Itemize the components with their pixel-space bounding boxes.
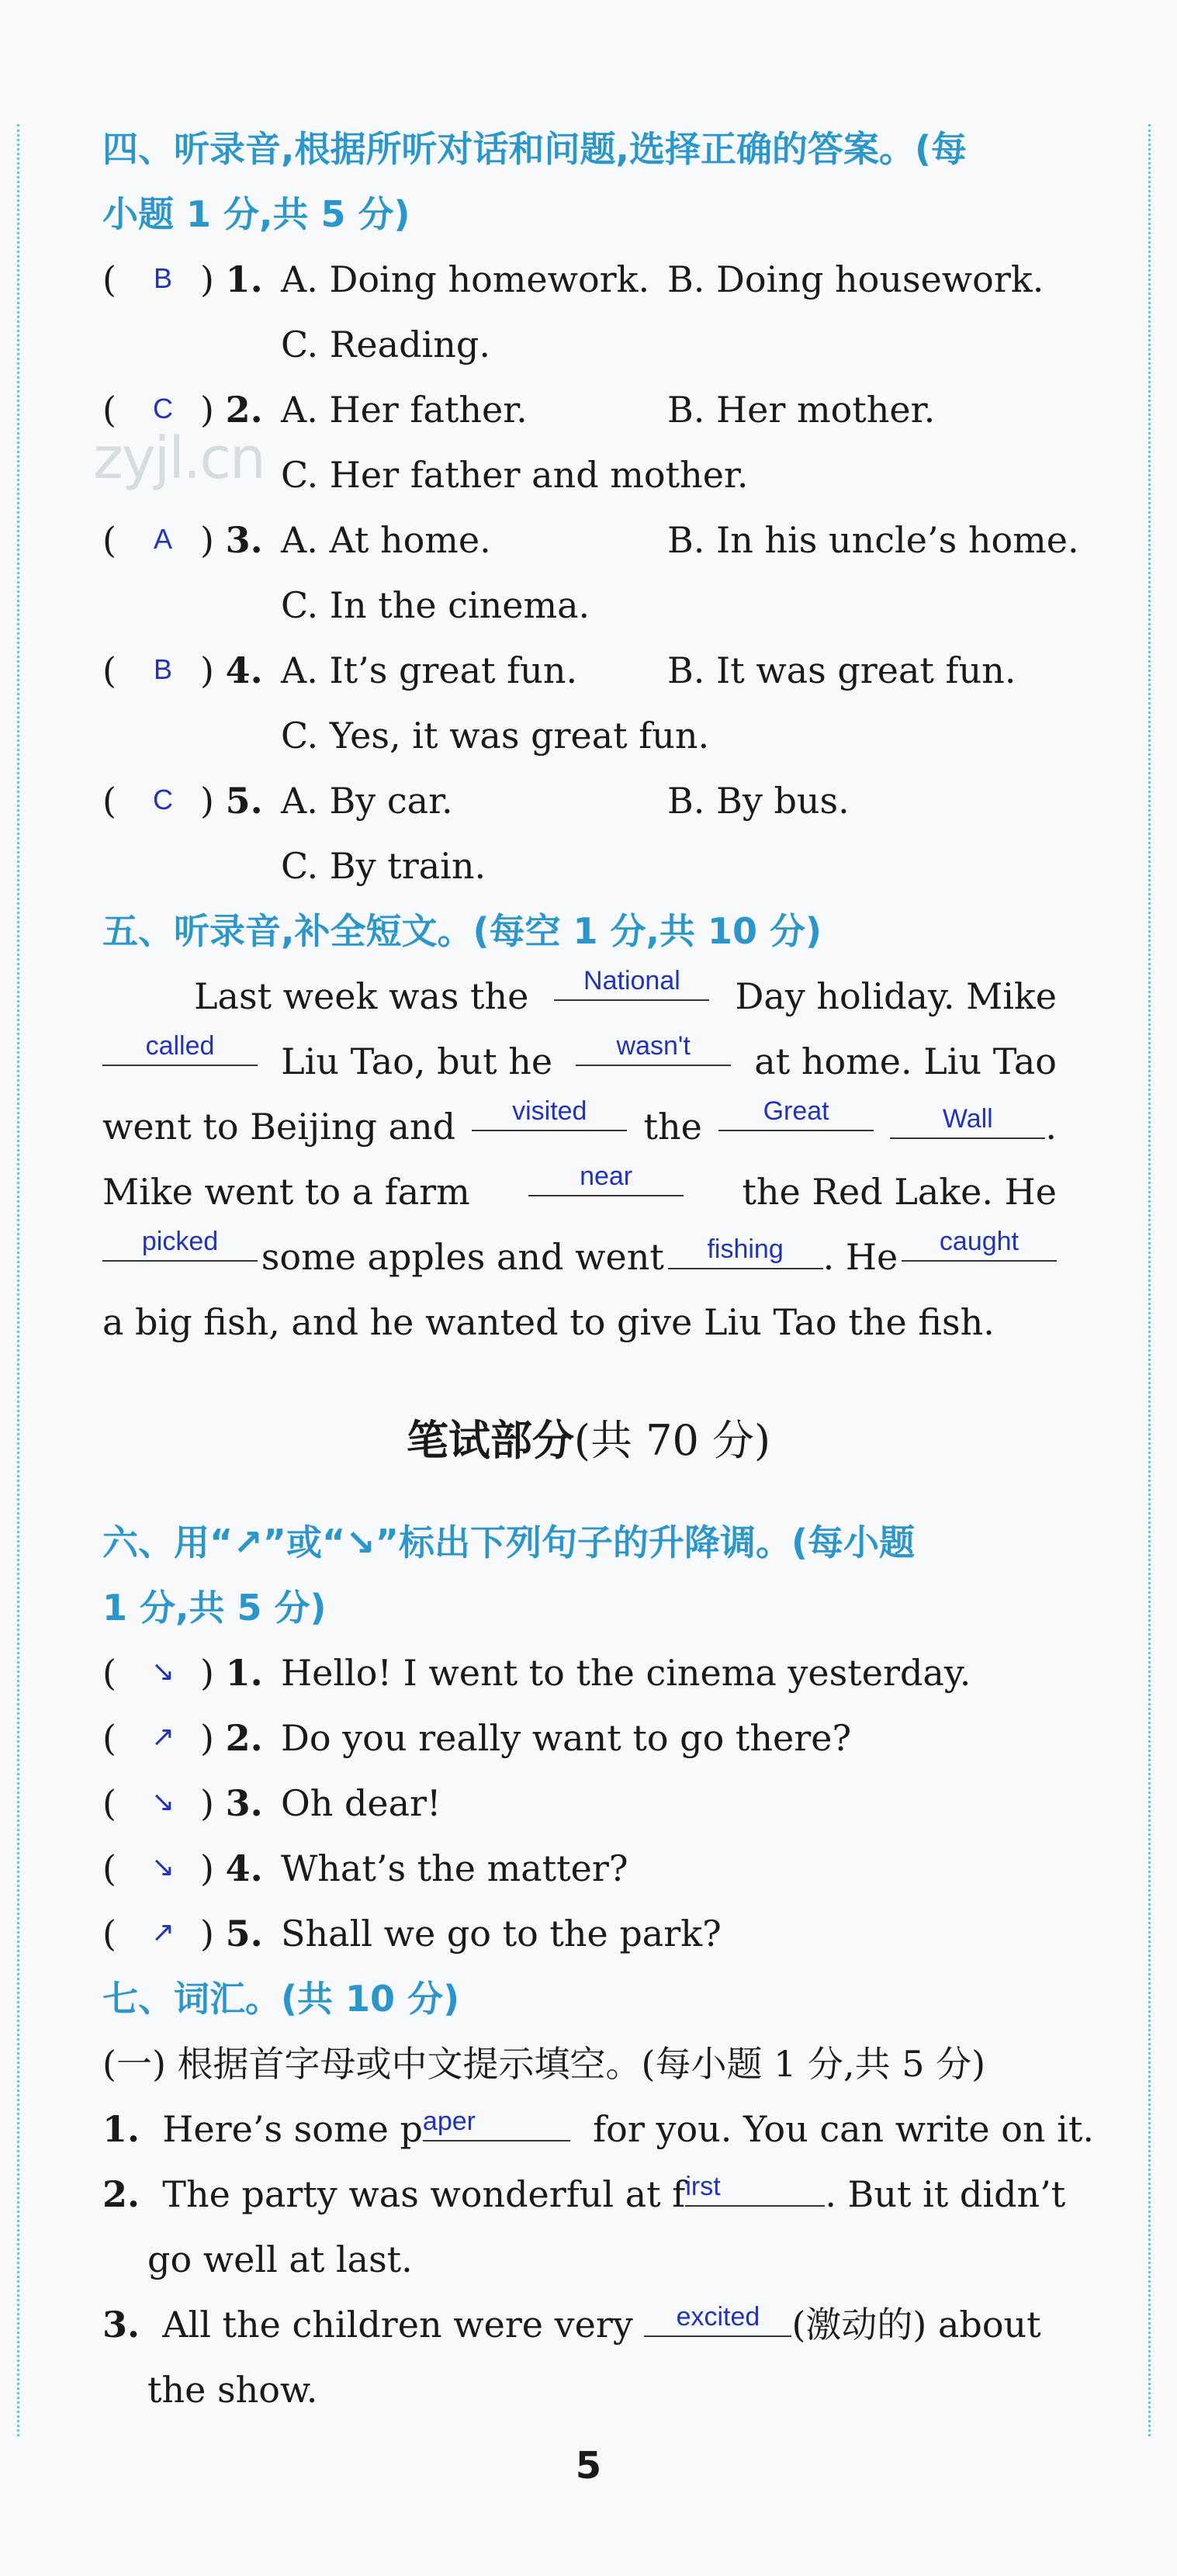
blank-4: visited [472,1094,627,1131]
section5-heading: 五、听录音,补全短文。(每空 1 分,共 10 分) [102,910,822,952]
vocab-blank-1: aper [423,2104,570,2141]
option-b: B. In his uncle’s home. [667,519,1079,561]
vocab-blank-2: irst [685,2169,825,2207]
section6-heading-line2: 1 分,共 5 分) [102,1587,327,1629]
answer-mark: B [153,653,172,685]
arrow-answer: ↗ [151,1721,175,1753]
passage-line-3: went to Beijing and visited the Great Wall . [102,1094,1057,1159]
passage-line-6: a big fish, and he wanted to give Liu Tao the fish. [102,1301,995,1343]
blank-1: National [554,964,709,1001]
blank-7: near [528,1159,684,1196]
option-a: A. At home. [281,519,491,561]
vocab-blank-3: excited [644,2300,791,2337]
blank-8: picked [102,1224,258,1262]
option-a: A. Her father. [281,389,528,431]
blank-5: Great [718,1094,874,1131]
answer-mark: C [153,393,173,424]
blank-2: called [102,1029,258,1066]
page-number: 5 [575,2444,602,2488]
option-c: C. Reading. [281,324,490,365]
answer-mark: A [153,523,172,555]
answer-mark: C [153,784,173,815]
option-c: C. Her father and mother. [281,454,749,496]
arrow-answer: ↗ [151,1916,175,1948]
vocab-q1: 1. Here’s some p aper for you. You can write on it. [102,2096,1094,2162]
passage-line-5: picked some apples and went fishing . He caught [102,1224,1057,1290]
section4-heading-line2: 小题 1 分,共 5 分) [102,193,410,235]
blank-9: fishing [668,1232,823,1269]
option-c: C. Yes, it was great fun. [281,715,710,757]
option-b: B. By bus. [667,780,850,822]
option-a: A. By car. [281,780,453,822]
section4-heading-line1: 四、听录音,根据所听对话和问题,选择正确的答案。(每 [102,128,967,170]
arrow-answer: ↘ [151,1786,175,1818]
option-b: B. Doing housework. [667,258,1044,300]
option-b: B. It was great fun. [667,649,1016,691]
option-a: A. It’s great fun. [281,649,578,691]
arrow-answer: ↘ [151,1656,175,1688]
section7-subheading: (一) 根据首字母或中文提示填空。(每小题 1 分,共 5 分) [102,2043,986,2085]
passage-line-2: called Liu Tao, but he wasn't at home. Liu Tao [102,1029,1057,1094]
option-c: C. In the cinema. [281,584,590,626]
option-a: A. Doing homework. [281,258,650,300]
watermark: zyjl.cn [93,425,265,492]
answer-mark: B [153,262,172,294]
blank-6: Wall [890,1102,1045,1139]
arrow-answer: ↘ [151,1851,175,1883]
section6-heading-line1: 六、用“↗”或“↘”标出下列句子的升降调。(每小题 [102,1522,916,1563]
blank-3: wasn't [576,1029,731,1066]
blank-10: caught [902,1224,1057,1262]
passage-line-1: Last week was the National Day holiday. Mike [194,964,1057,1029]
vocab-q2-line2: go well at last. [147,2238,413,2280]
option-b: B. Her mother. [667,389,936,431]
vocab-q3-line2: the show. [147,2369,318,2411]
written-part-title: 笔试部分(共 70 分) [406,1416,771,1465]
vocab-q2: 2. The party was wonderful at f irst . But it didn’t [102,2162,1065,2227]
right-dotted-border [1148,124,1151,2436]
left-dotted-border [17,124,19,2436]
option-c: C. By train. [281,845,486,887]
passage-line-4: Mike went to a farm near the Red Lake. He [102,1159,1057,1224]
section7-heading: 七、词汇。(共 10 分) [102,1978,460,2020]
vocab-q3: 3. All the children were very excited (激动的) about [102,2292,1041,2357]
